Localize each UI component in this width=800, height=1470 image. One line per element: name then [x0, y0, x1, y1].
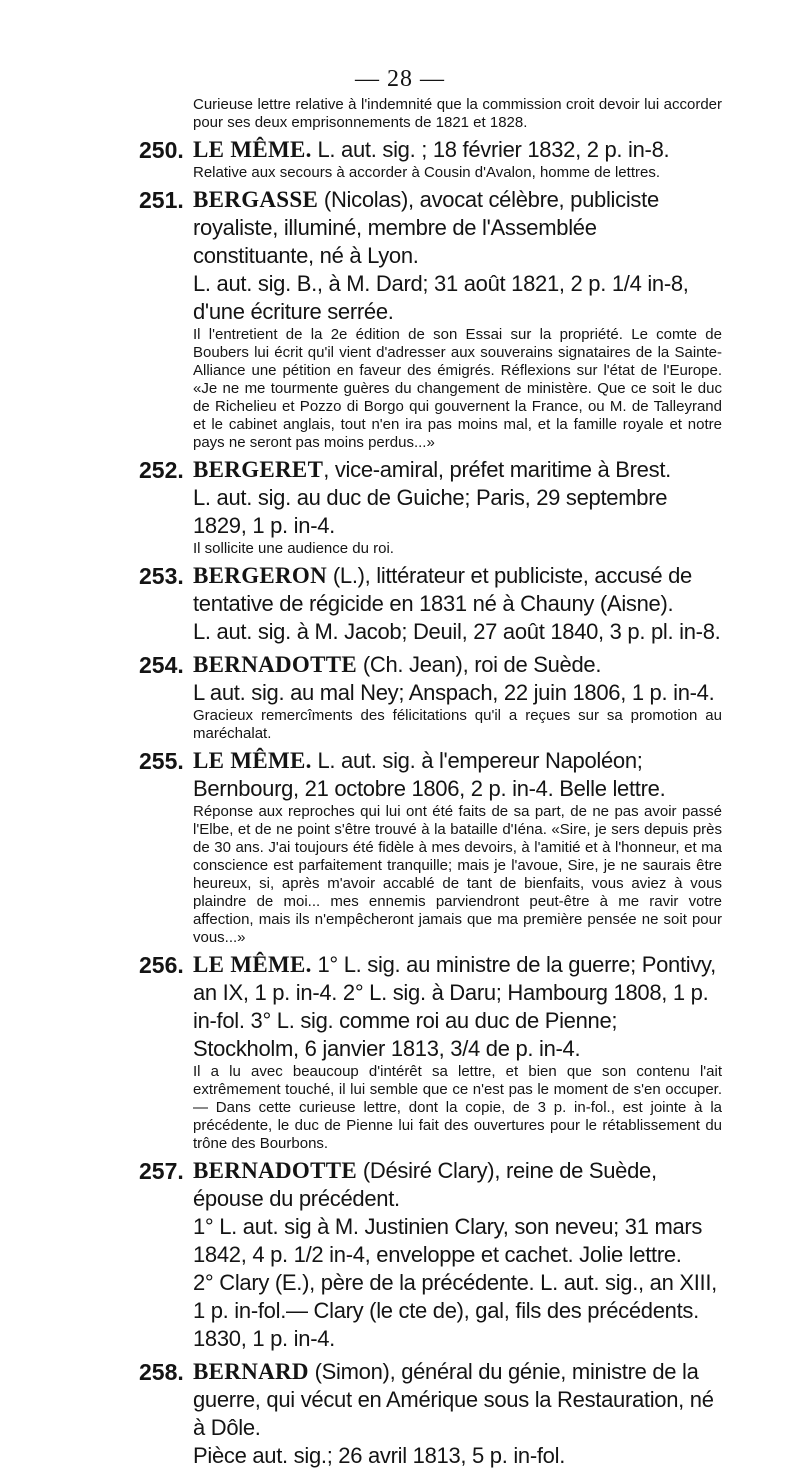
entry-description	[193, 562, 722, 618]
entry-text: 1° L. sig. au ministre de la guerre; Pontivy, an IX, 1 p. in-4. 2° L. sig. à Daru; Hambourg 1808, 1 p. in-fol. 3° L. sig. comme roi au duc de Pienne; Stockholm, 6 janvier 1813, 3/4 de p. in-4.	[193, 952, 716, 1061]
entry-description	[193, 951, 722, 1063]
entry-name: BERGERET	[193, 457, 324, 482]
page-number: — 28 —	[355, 66, 445, 92]
entry-text: (L.), littérateur et publiciste, accusé de tentative de régicide en 1831 né à Chauny (Aisne).	[193, 563, 692, 616]
entry-description	[193, 747, 722, 803]
entry-name: BERGASSE	[193, 187, 319, 212]
entry-number: 250.	[139, 137, 184, 163]
entry-name: BERNARD	[193, 1359, 309, 1384]
entry-name: BERNADOTTE	[193, 652, 358, 677]
entry-note: Relative aux secours à accorder à Cousin d'Avalon, homme de lettres.	[193, 164, 660, 181]
entry-text: (Ch. Jean), roi de Suède.	[357, 652, 602, 677]
entry-number: 253.	[139, 563, 184, 589]
entry-name: BERGERON	[193, 563, 328, 588]
entry-description	[193, 186, 722, 270]
entry-description	[193, 456, 722, 484]
entry-item: 1° L. aut. sig à M. Justinien Clary, son neveu; 31 mars 1842, 4 p. 1/2 in-4, enveloppe et cachet. Jolie lettre.	[193, 1214, 703, 1267]
entry-number: 255.	[139, 748, 184, 774]
catalogue-entry	[0, 186, 800, 452]
entry-number: 256.	[139, 952, 184, 978]
catalogue-entry	[0, 951, 800, 1153]
entry-text: (Désiré Clary), reine de Suède, épouse du précédent.	[193, 1158, 657, 1211]
intro-note: Curieuse lettre relative à l'indemnité que la commission croit devoir lui accorder pour ses deux emprisonnements de 1821 et 1828.	[193, 96, 722, 131]
entry-number: 254.	[139, 652, 184, 678]
entry-item: L aut. sig. au mal Ney; Anspach, 22 juin 1806, 1 p. in-4.	[193, 680, 715, 705]
entry-number: 257.	[139, 1158, 184, 1184]
intro-note-block	[0, 96, 800, 132]
entry-note: Gracieux remercîments des félicitations qu'il a reçues sur sa promotion au maréchalat.	[193, 707, 722, 742]
entry-name: LE MÊME.	[193, 137, 312, 162]
entry-item: L. aut. sig. B., à M. Dard; 31 août 1821, 2 p. 1/4 in-8, d'une écriture serrée.	[193, 271, 689, 324]
entry-note: Il sollicite une audience du roi.	[193, 540, 394, 557]
entry-item: Pièce aut. sig.; 26 avril 1813, 5 p. in-fol.	[193, 1443, 566, 1468]
entry-number: 252.	[139, 457, 184, 483]
entry-description	[193, 651, 722, 679]
entry-text: L. aut. sig. à l'empereur Napoléon; Bernbourg, 21 octobre 1806, 2 p. in-4. Belle lettre.	[193, 748, 666, 801]
entry-text: (Nicolas), avocat célèbre, publiciste royaliste, illuminé, membre de l'Assemblée constituante, né à Lyon.	[193, 187, 659, 268]
catalogue-entry	[0, 136, 800, 182]
entry-item: L. aut. sig. à M. Jacob; Deuil, 27 août 1840, 3 p. pl. in-8.	[193, 619, 721, 644]
entry-description	[193, 136, 722, 164]
catalogue-entry	[0, 562, 800, 651]
catalogue-entry	[0, 456, 800, 558]
entry-number: 251.	[139, 187, 184, 213]
entry-note: Réponse aux reproches qui lui ont été faits de sa part, de ne pas avoir passé l'Elbe, et de ne point s'être trouvé à la bataille d'Iéna. «Sire, je sers depuis près de 30 ans. J'ai toujours été fidèle à mes devoirs, à l'amitié et à l'honneur, et ma conscience est parfaitement tranquille; mais je l'avoue, Sire, je ne saurais être heureux, si, après m'avoir accablé de tant de bienfaits, vous aviez à vous plaindre de moi... mes ennemis parviendront peut-être à me ravir votre affection, mais ils n'empêcheront jamais que ma première pensée ne soit pour vous...»	[193, 803, 722, 946]
entry-note: Il l'entretient de la 2e édition de son Essai sur la propriété. Le comte de Boubers lui écrit qu'il vient d'adresser aux souverains signataires de la Sainte-Alliance une pétition en faveur des émigrés. Réflexions sur l'état de l'Europe. «Je ne me tourmente guères du changement de ministère. Que ce soit le duc de Richelieu et Pozzo di Borgo qui gouvernent la France, ou M. de Talleyrand et le cabinet anglais, tout n'en ira pas moins mal, et la famille royale et notre pays ne seront pas moins perdus...»	[193, 326, 722, 451]
catalogue-entry	[0, 1358, 800, 1470]
catalogue-entry	[0, 651, 800, 743]
entry-number: 258.	[139, 1359, 184, 1385]
entry-note: Il a lu avec beaucoup d'intérêt sa lettre, et bien que son contenu l'ait extrêmement touché, il lui semble que ce n'est pas le moment de s'en occuper. — Dans cette curieuse lettre, dont la copie, de 3 p. in-fol., est jointe à la précédente, le duc de Pienne lui fait des ouvertures pour le rétablissement du trône des Bourbons.	[193, 1063, 722, 1152]
entry-name: LE MÊME.	[193, 952, 312, 977]
entry-item: L. aut. sig. au duc de Guiche; Paris, 29 septembre 1829, 1 p. in-4.	[193, 485, 668, 538]
entry-text: L. aut. sig. ; 18 février 1832, 2 p. in-8.	[311, 137, 670, 162]
entry-text: (Simon), général du génie, ministre de la guerre, qui vécut en Amérique sous la Restauration, né à Dôle.	[193, 1359, 714, 1440]
entry-description	[193, 1157, 722, 1213]
entry-text: , vice-amiral, préfet maritime à Brest.	[323, 457, 671, 482]
entry-description	[193, 1358, 722, 1442]
entry-name: BERNADOTTE	[193, 1158, 358, 1183]
entry-name: LE MÊME.	[193, 748, 312, 773]
catalogue-entry	[0, 747, 800, 947]
entry-item: 2° Clary (E.), père de la précédente. L. aut. sig., an XIII, 1 p. in-fol.— Clary (le cte de), gal, fils des précédents. 1830, 1 p. in-4.	[193, 1270, 717, 1351]
catalogue-entry	[0, 1157, 800, 1358]
catalogue-entries	[0, 96, 800, 1470]
